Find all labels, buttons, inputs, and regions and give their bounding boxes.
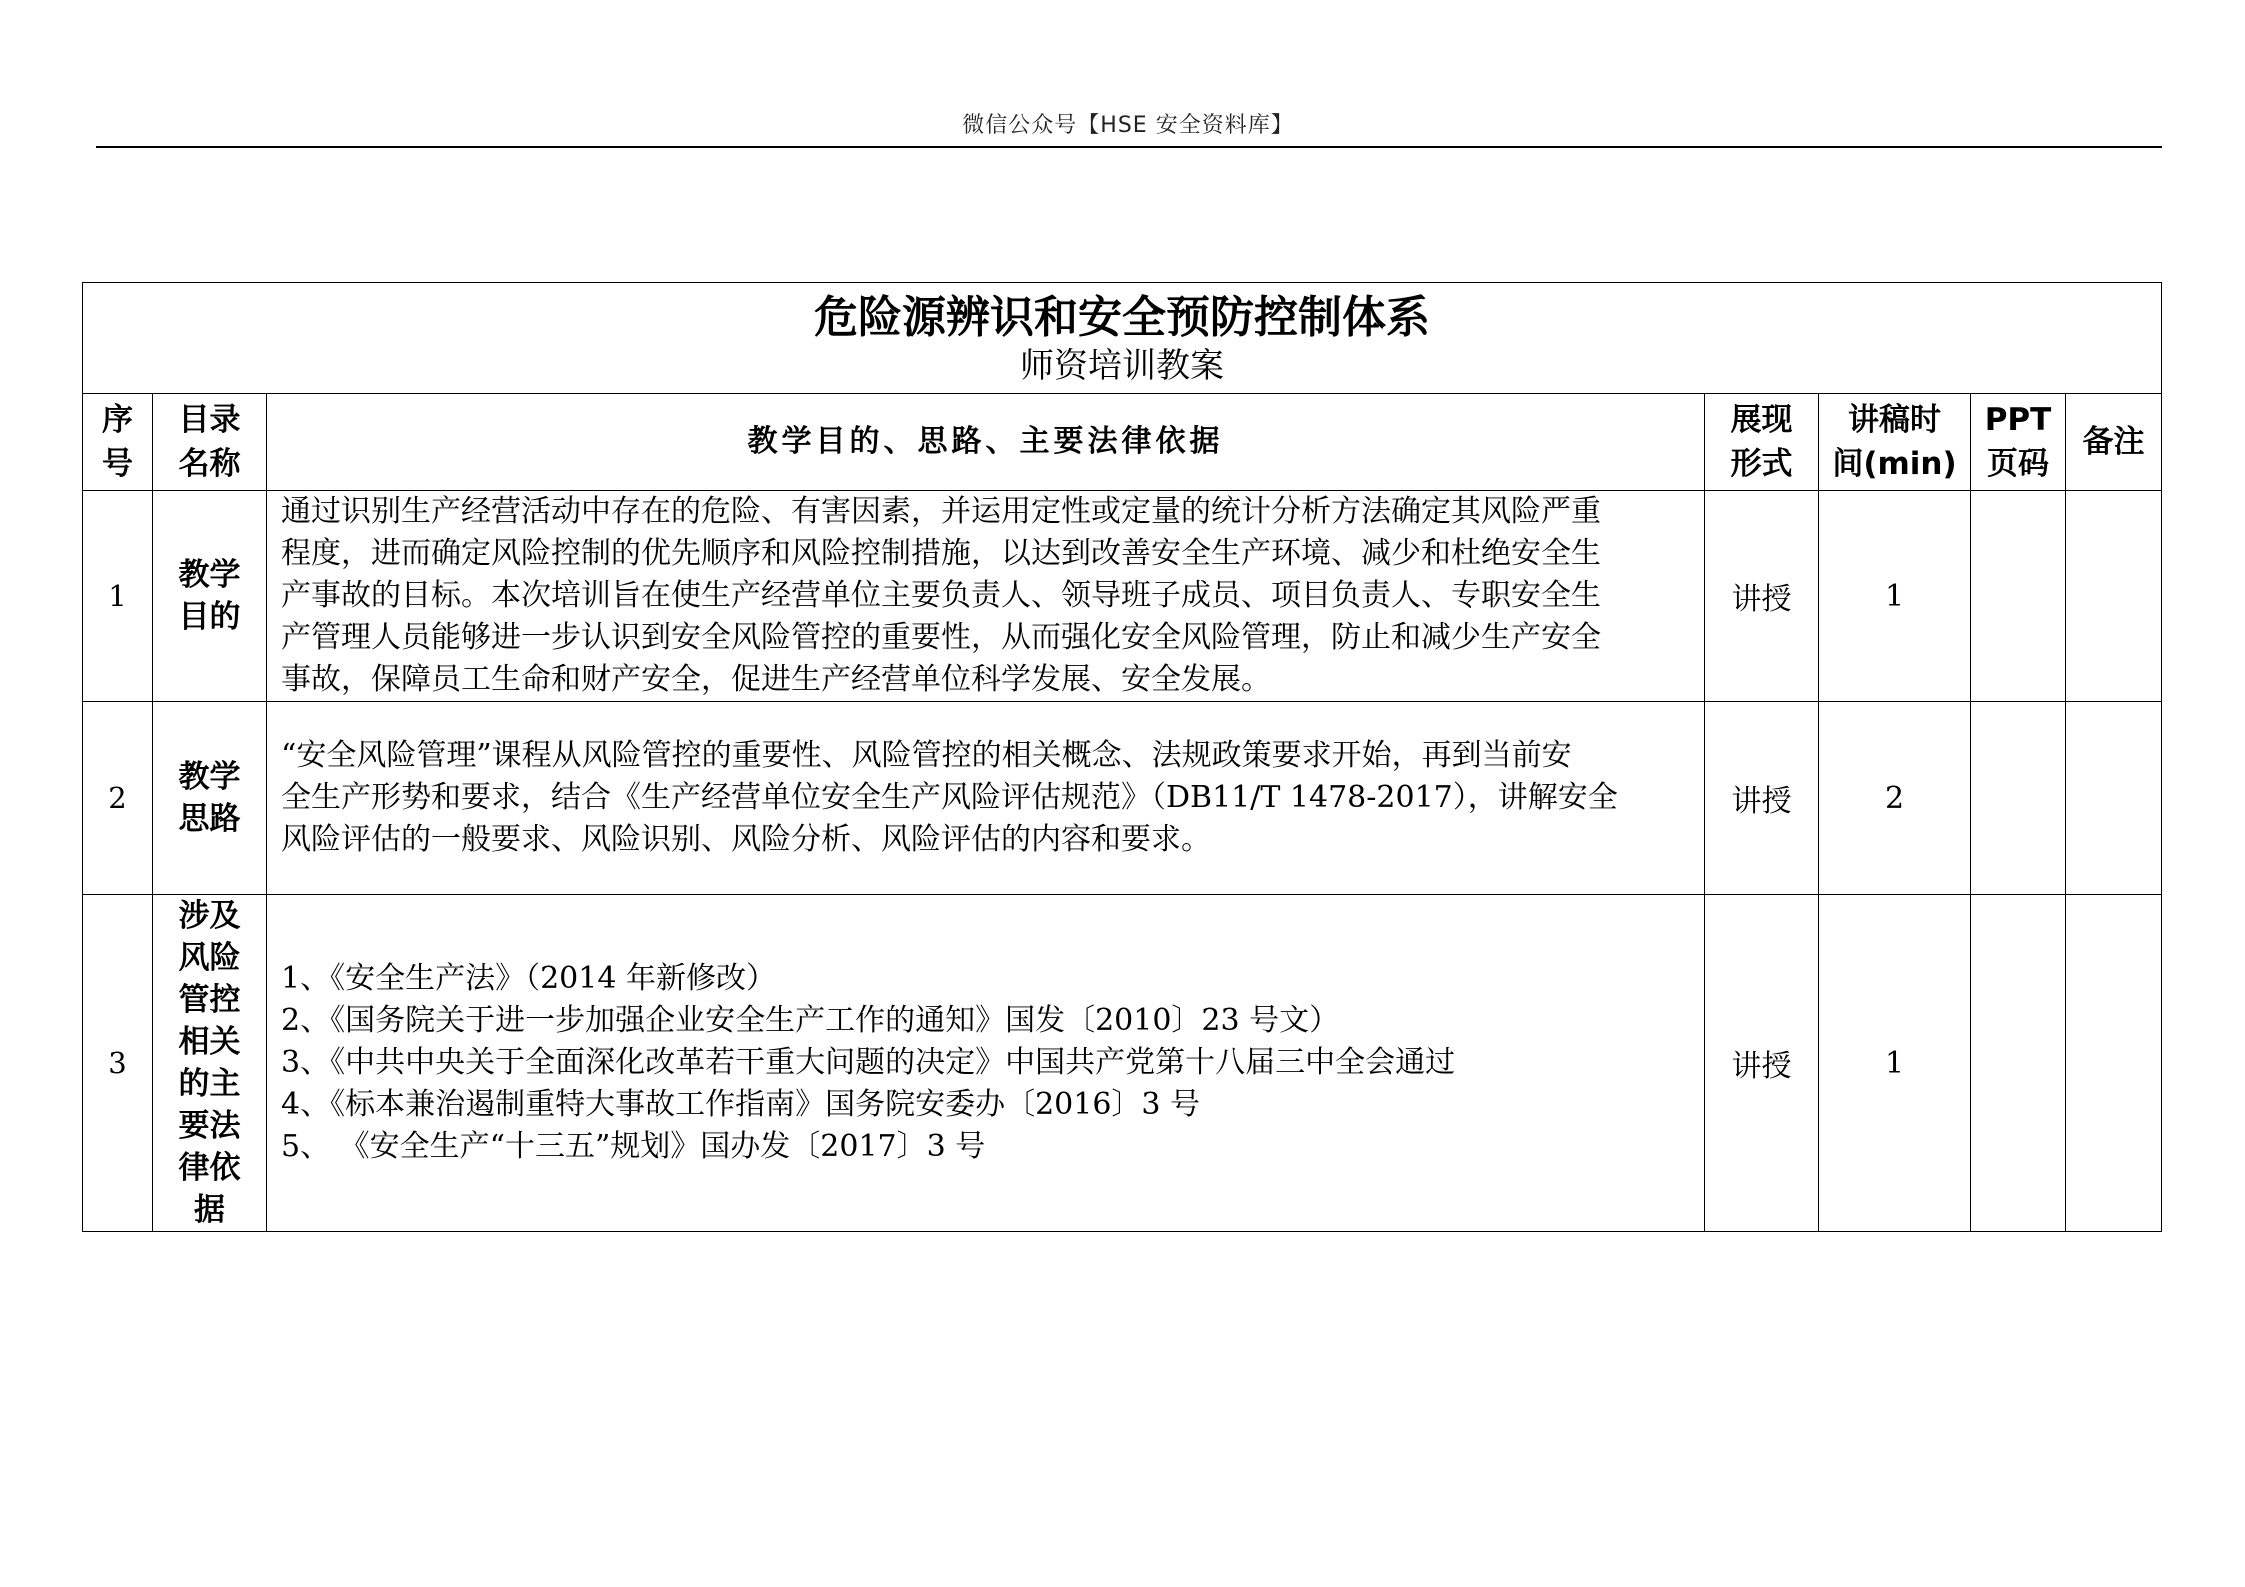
header-seq: [83, 394, 153, 491]
row-seq: 2: [83, 702, 153, 895]
row-time: 1: [1819, 895, 1971, 1232]
row-remark: [2066, 491, 2162, 702]
law-reference: 4、《标本兼治遏制重特大事故工作指南》国务院安委办〔2016〕3 号: [281, 1087, 1201, 1122]
row-catalog-line: 要法: [178, 1108, 241, 1144]
table-row: [83, 895, 2162, 1232]
row-seq: 1: [83, 491, 153, 702]
row-catalog: [153, 702, 267, 895]
header-form: [1705, 394, 1819, 491]
row-time: 2: [1819, 702, 1971, 895]
header-remark: 备注: [2066, 394, 2162, 491]
header-ppt: [1971, 394, 2066, 491]
law-reference: 5、 《安全生产“十三五”规划》国办发〔2017〕3 号: [281, 1129, 986, 1164]
row-seq: 3: [83, 895, 153, 1232]
row-catalog-line: 相关: [178, 1024, 241, 1060]
header-catalog: [153, 394, 267, 491]
content-line: 产管理人员能够进一步认识到安全风险管控的重要性，从而强化安全风险管理，防止和减少生产安全: [281, 620, 1601, 655]
row-content: [267, 491, 1705, 702]
row-ppt: [1971, 702, 2066, 895]
header-time-line: 讲稿时: [1848, 402, 1941, 438]
header-seq-line: 序: [102, 402, 133, 438]
header-ppt-line: 页码: [1987, 446, 2049, 482]
row-catalog-line: 教学: [178, 759, 241, 795]
row-remark: [2066, 895, 2162, 1232]
table-row: [83, 491, 2162, 702]
row-catalog-line: 的主: [178, 1066, 241, 1102]
row-catalog-line: 风险: [178, 940, 241, 976]
row-catalog-line: 据: [194, 1192, 225, 1228]
row-time: 1: [1819, 491, 1971, 702]
row-catalog: [153, 895, 267, 1232]
row-catalog-line: 管控: [178, 982, 241, 1018]
row-form: 讲授: [1705, 491, 1819, 702]
content-line: 程度，进而确定风险控制的优先顺序和风险控制措施，以达到改善安全生产环境、减少和杜绝安全生: [281, 536, 1601, 571]
law-reference: 1、《安全生产法》（2014 年新修改）: [281, 961, 776, 996]
header-seq-line: 号: [102, 446, 133, 482]
row-catalog-line: 思路: [178, 801, 241, 837]
title-cell: [83, 283, 2162, 394]
content-line: 全生产形势和要求，结合《生产经营单位安全生产风险评估规范》（DB11/T 1478-2017），讲解安全: [281, 780, 1618, 815]
header-purpose: 教学目的、思路、主要法律依据: [267, 394, 1705, 491]
content-line: 事故，保障员工生命和财产安全，促进生产经营单位科学发展、安全发展。: [281, 662, 1271, 697]
row-form: 讲授: [1705, 702, 1819, 895]
row-remark: [2066, 702, 2162, 895]
header-ppt-line: PPT: [1984, 402, 2052, 438]
page-header: 微信公众号【HSE 安全资料库】: [962, 113, 1294, 138]
row-ppt: [1971, 895, 2066, 1232]
content-line: “安全风险管理”课程从风险管控的重要性、风险管控的相关概念、法规政策要求开始，再到当前安: [281, 738, 1572, 773]
row-ppt: [1971, 491, 2066, 702]
row-catalog-line: 目的: [178, 599, 241, 635]
header-catalog-line: 目录: [178, 402, 241, 438]
header-catalog-line: 名称: [178, 446, 241, 482]
lesson-plan-table: [82, 282, 2162, 1232]
header-form-line: 形式: [1730, 446, 1793, 482]
row-catalog-line: 教学: [178, 557, 241, 593]
row-form: 讲授: [1705, 895, 1819, 1232]
header-row: [83, 394, 2162, 491]
content-line: 产事故的目标。本次培训旨在使生产经营单位主要负责人、领导班子成员、项目负责人、专职安全生: [281, 578, 1601, 613]
header-time: [1819, 394, 1971, 491]
row-catalog-line: 律依: [178, 1150, 241, 1186]
law-reference: 2、《国务院关于进一步加强企业安全生产工作的通知》国发〔2010〕23 号文）: [281, 1003, 1340, 1038]
law-reference: 3、《中共中央关于全面深化改革若干重大问题的决定》中国共产党第十八届三中全会通过: [281, 1045, 1456, 1080]
row-content: [267, 702, 1705, 895]
document-subtitle: 师资培训教案: [1020, 346, 1224, 386]
row-catalog: [153, 491, 267, 702]
row-catalog-line: 涉及: [178, 898, 241, 934]
content-line: 风险评估的一般要求、风险识别、风险分析、风险评估的内容和要求。: [281, 822, 1211, 857]
row-content: [267, 895, 1705, 1232]
header-form-line: 展现: [1730, 402, 1793, 438]
table-row: [83, 702, 2162, 895]
header-time-line: 间(min): [1832, 446, 1957, 482]
document-title: 危险源辨识和安全预防控制体系: [814, 292, 1430, 343]
header-rule: [96, 146, 2162, 148]
content-line: 通过识别生产经营活动中存在的危险、有害因素，并运用定性或定量的统计分析方法确定其风险严重: [281, 494, 1601, 529]
